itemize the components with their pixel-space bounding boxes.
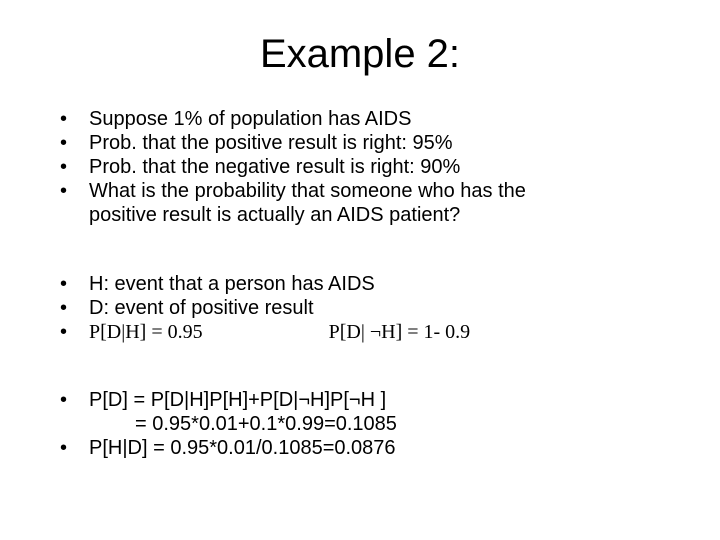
- list-item: [60, 131, 526, 155]
- bullet-icon: •: [60, 132, 68, 154]
- h-definition: H: event that a person has AIDS: [89, 273, 375, 295]
- bullet-text: Suppose 1% of population has AIDS: [89, 108, 412, 130]
- bullet-icon: •: [60, 297, 68, 319]
- bullet-icon: •: [60, 180, 68, 202]
- prob-d-given-not-h: P[D| ¬H] = 1- 0.9: [328, 321, 471, 343]
- prob-d-result: = 0.95*0.01+0.1*0.99=0.1085: [135, 413, 397, 435]
- list-item: [60, 155, 526, 179]
- list-item: [60, 436, 397, 460]
- list-item: [60, 107, 526, 131]
- definitions-list: [60, 272, 470, 344]
- list-item: [60, 320, 470, 344]
- list-item: [60, 296, 470, 320]
- bullet-text: Prob. that the positive result is right: 95%: [89, 132, 453, 154]
- d-definition: D: event of positive result: [89, 297, 314, 319]
- bullet-text: What is the probability that someone who has the: [89, 180, 526, 202]
- computation-list: [60, 388, 397, 460]
- bullet-icon: •: [60, 437, 68, 459]
- bullet-icon: •: [60, 389, 68, 411]
- prob-d-formula: P[D] = P[D|H]P[H]+P[D|¬H]P[¬H ]: [89, 389, 387, 411]
- bullet-text-continuation: positive result is actually an AIDS patient?: [89, 204, 461, 226]
- bullet-icon: •: [60, 156, 68, 178]
- bullet-text: Prob. that the negative result is right: 90%: [89, 156, 461, 178]
- list-item: [60, 388, 397, 436]
- bullet-icon: •: [60, 273, 68, 295]
- list-item: [60, 272, 470, 296]
- prob-d-given-h: P[D|H] = 0.95: [89, 321, 203, 343]
- bullet-icon: •: [60, 321, 68, 343]
- problem-statement-list: [60, 107, 526, 227]
- slide-title: Example 2:: [259, 32, 461, 76]
- prob-h-given-d: P[H|D] = 0.95*0.01/0.1085=0.0876: [89, 437, 396, 459]
- bullet-icon: •: [60, 108, 68, 130]
- list-item: [60, 179, 526, 227]
